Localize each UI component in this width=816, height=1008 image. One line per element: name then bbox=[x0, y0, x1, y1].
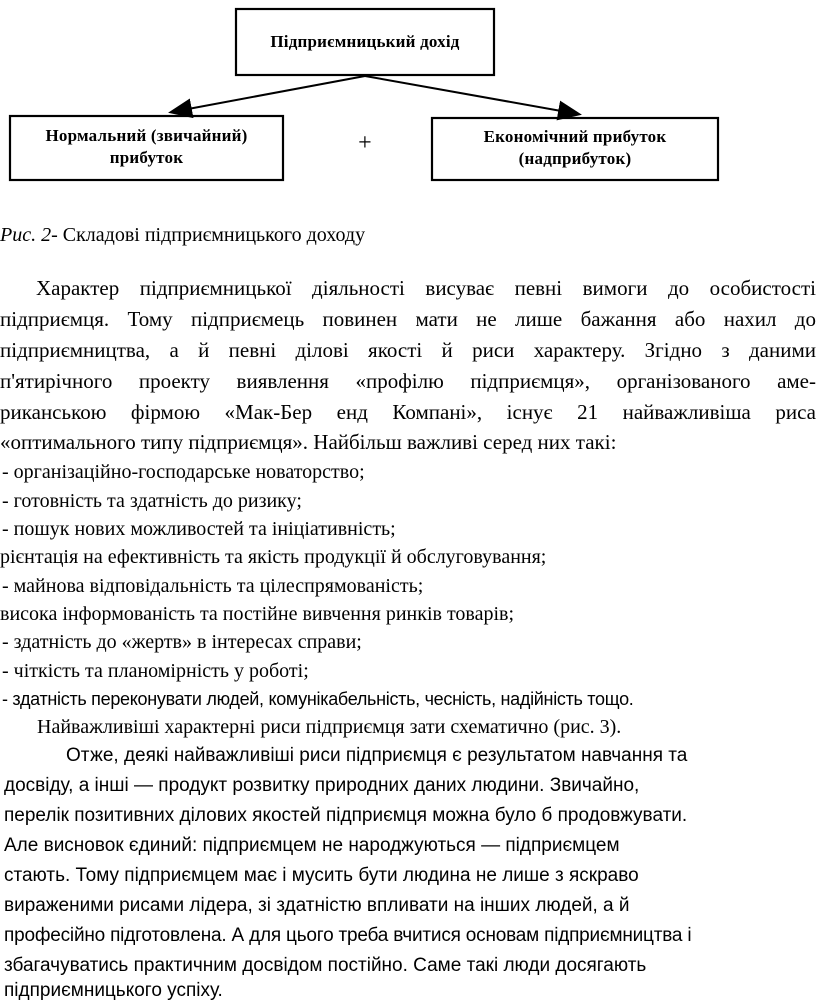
left-box-line-2: прибуток bbox=[109, 148, 184, 167]
list-item: - чіткість та планомірність у роботі; bbox=[2, 660, 309, 682]
closing-line: перелік позитивних ділових якостей підприємця можна було б продовжувати. bbox=[4, 805, 688, 826]
closing-line: стають. Тому підприємцем має і мусить бути людина не лише з яскраво bbox=[4, 865, 639, 886]
right-box-line-1: Економічний прибуток bbox=[483, 127, 667, 146]
left-box-label bbox=[10, 125, 283, 169]
paragraph-line: риканською фірмою «Мак-Бер енд Компані», існує 21 найважливіша риса bbox=[0, 400, 816, 424]
diagram-lines bbox=[0, 0, 816, 200]
list-item: - організаційно-господарське новаторство; bbox=[2, 461, 365, 483]
list-item: - здатність до «жертв» в інтересах справи; bbox=[2, 631, 362, 653]
closing-line: збагачуватись практичним досвідом постійно. Саме такі люди досягають bbox=[4, 955, 647, 976]
list-item: висока інформованість та постійне вивчення ринків товарів; bbox=[0, 603, 515, 625]
income-diagram bbox=[0, 0, 816, 200]
right-box-line-2: (надприбуток) bbox=[518, 149, 632, 168]
figure-caption bbox=[0, 222, 365, 248]
closing-line: підприємницького успіху. bbox=[4, 980, 223, 1001]
paragraph-line: підприємця. Тому підприємець повинен мати не лише бажання або нахил до bbox=[0, 307, 816, 331]
closing-line: вираженими рисами лідера, зі здатністю впливати на інших людей, а й bbox=[4, 895, 630, 916]
closing-line: Отже, деякі найважливіші риси підприємця є результатом навчання та bbox=[66, 745, 688, 766]
paragraph-line: Характер підприємницької діяльності висуває певні вимоги до особистості bbox=[36, 276, 816, 300]
left-arrow bbox=[172, 76, 365, 112]
left-box-line-1: Нормальний (звичайний) bbox=[45, 126, 248, 145]
paragraph-line: п'ятирічного проекту виявлення «профілю підприємця», організованого аме- bbox=[0, 369, 816, 393]
closing-line: досвіду, а інші — продукт розвитку природних даних людини. Звичайно, bbox=[4, 775, 640, 796]
caption-text: - Складові підприємницького доходу bbox=[51, 224, 366, 246]
top-box-label: Підприємницький дохід bbox=[270, 32, 460, 51]
plus-operator: + bbox=[358, 130, 372, 156]
list-item: - готовність та здатність до ризику; bbox=[2, 490, 302, 512]
right-box-label bbox=[432, 126, 718, 170]
paragraph-line: підприємництва, а й певні ділові якості й риси характеру. Згідно з даними bbox=[0, 338, 816, 362]
right-arrow bbox=[365, 76, 578, 114]
list-item: - майнова відповідальність та цілеспрямованість; bbox=[2, 575, 424, 597]
summary-line: Найважливіші характерні риси підприємця зати схематично (рис. 3). bbox=[37, 716, 622, 738]
list-item: - пошук нових можливостей та ініціативність; bbox=[2, 518, 396, 540]
closing-line: Але висновок єдиний: підприємцем не народжуються — підприємцем bbox=[4, 835, 620, 856]
paragraph-line: «оптимального типу підприємця». Найбільш важливі серед них такі: bbox=[0, 430, 617, 454]
list-item: - здатність переконувати людей, комунікабельність, чесність, надійність тощо. bbox=[2, 689, 634, 709]
figure-label: Рис. 2 bbox=[0, 224, 52, 246]
closing-line: професійно підготовлена. А для цього треба вчитися основам підприємництва і bbox=[4, 925, 692, 946]
list-item: рієнтація на ефективність та якість продукції й обслуговування; bbox=[0, 546, 547, 568]
